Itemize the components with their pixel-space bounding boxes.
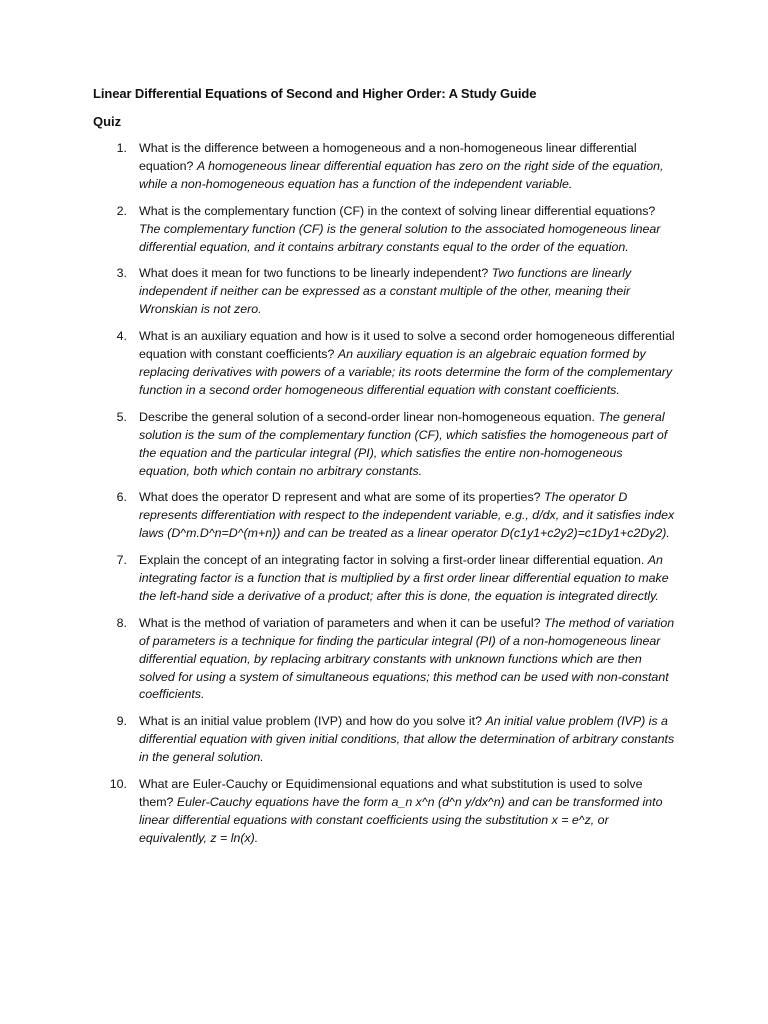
item-number: 5. <box>116 409 127 424</box>
item-number: 10. <box>109 777 127 792</box>
question-text: What does the operator D represent and what are some of its properties? <box>139 490 541 505</box>
answer-text: The method of variation of parameters is a technique for finding the particular integral (PI) of a non-homogeneous linear differential equation, by replacing arbitrary constants with unknown functions which are then solved for using a system of simultaneous equations; this method can be used with non-constant coefficients. <box>139 615 675 702</box>
answer-text: Two functions are linearly independent if neither can be expressed as a constant multiple of the other, meaning their Wronskian is not zero. <box>139 266 632 317</box>
item-number: 1. <box>116 141 127 155</box>
answer-text: The operator D represents differentiation with respect to the independent variable, e.g., d/dx, and it satisfies index laws (D^m.D^n=D^(m+n)) and can be treated as a linear operator D(c1y1+c2y2)=c1Dy1+c2Dy2). <box>139 490 675 541</box>
question-text: What does it mean for two functions to be linearly independent? <box>139 266 489 281</box>
item-number: 2. <box>116 203 127 218</box>
answer-text: A homogeneous linear differential equation has zero on the right side of the equation, while a non-homogeneous equation has a function of the independent variable. <box>139 158 664 191</box>
item-number: 8. <box>116 615 127 630</box>
quiz-item <box>93 713 675 767</box>
quiz-item <box>93 328 675 400</box>
quiz-item <box>93 265 675 319</box>
quiz-item <box>93 489 675 543</box>
question-text: What is an initial value problem (IVP) and how do you solve it? <box>139 714 482 729</box>
answer-text: An initial value problem (IVP) is a differential equation with given initial conditions, that allow the determination of arbitrary constants in the general solution. <box>139 714 675 765</box>
quiz-item <box>93 409 675 481</box>
question-text: What is the method of variation of parameters and when it can be useful? <box>139 615 541 630</box>
answer-text: The general solution is the sum of the complementary function (CF), which satisfies the homogeneous part of the equation and the particular integral (PI), which satisfies the entire non-homogeneous equation, both which contain no arbitrary constants. <box>139 409 668 478</box>
quiz-item <box>93 776 675 848</box>
quiz-item <box>93 552 675 606</box>
quiz-list <box>93 140 675 857</box>
question-text: Describe the general solution of a second-order linear non-homogeneous equation. <box>139 409 595 424</box>
answer-text: An auxiliary equation is an algebraic equation formed by replacing derivatives with powers of a variable; its roots determine the form of the complementary function in a second order homogeneous differential equation with constant coefficients. <box>139 347 673 397</box>
item-number: 7. <box>116 553 127 568</box>
question-text: What is the difference between a homogeneous and a non-homogeneous linear differential equation? <box>139 141 637 173</box>
document-title: Linear Differential Equations of Second and Higher Order: A Study Guide <box>93 86 537 101</box>
question-text: What are Euler-Cauchy or Equidimensional equations and what substitution is used to solve them? <box>139 777 643 809</box>
quiz-item <box>93 140 675 194</box>
quiz-item <box>93 203 675 257</box>
answer-text: An integrating factor is a function that is multiplied by a first order linear differential equation to make the left-hand side a derivative of a product; after this is done, the equation is integrated directly. <box>139 553 669 603</box>
section-heading-quiz: Quiz <box>93 114 122 129</box>
question-text: What is an auxiliary equation and how is it used to solve a second order homogeneous differential equation with constant coefficients? <box>139 329 675 362</box>
question-text: Explain the concept of an integrating factor in solving a first-order linear differential equation. <box>139 553 645 568</box>
item-number: 9. <box>116 714 127 729</box>
item-number: 6. <box>116 490 127 505</box>
answer-text: The complementary function (CF) is the general solution to the associated homogeneous linear differential equation, and it contains arbitrary constants equal to the order of the equation. <box>139 221 661 254</box>
item-number: 3. <box>116 266 127 281</box>
quiz-item <box>93 615 675 705</box>
question-text: What is the complementary function (CF) in the context of solving linear differential equations? <box>139 203 656 218</box>
answer-text: Euler-Cauchy equations have the form a_n x^n (d^n y/dx^n) and can be transformed into linear differential equations with constant coefficients using the substitution x = e^z, or equivalently, z = ln(x). <box>139 795 663 845</box>
item-number: 4. <box>116 329 127 344</box>
